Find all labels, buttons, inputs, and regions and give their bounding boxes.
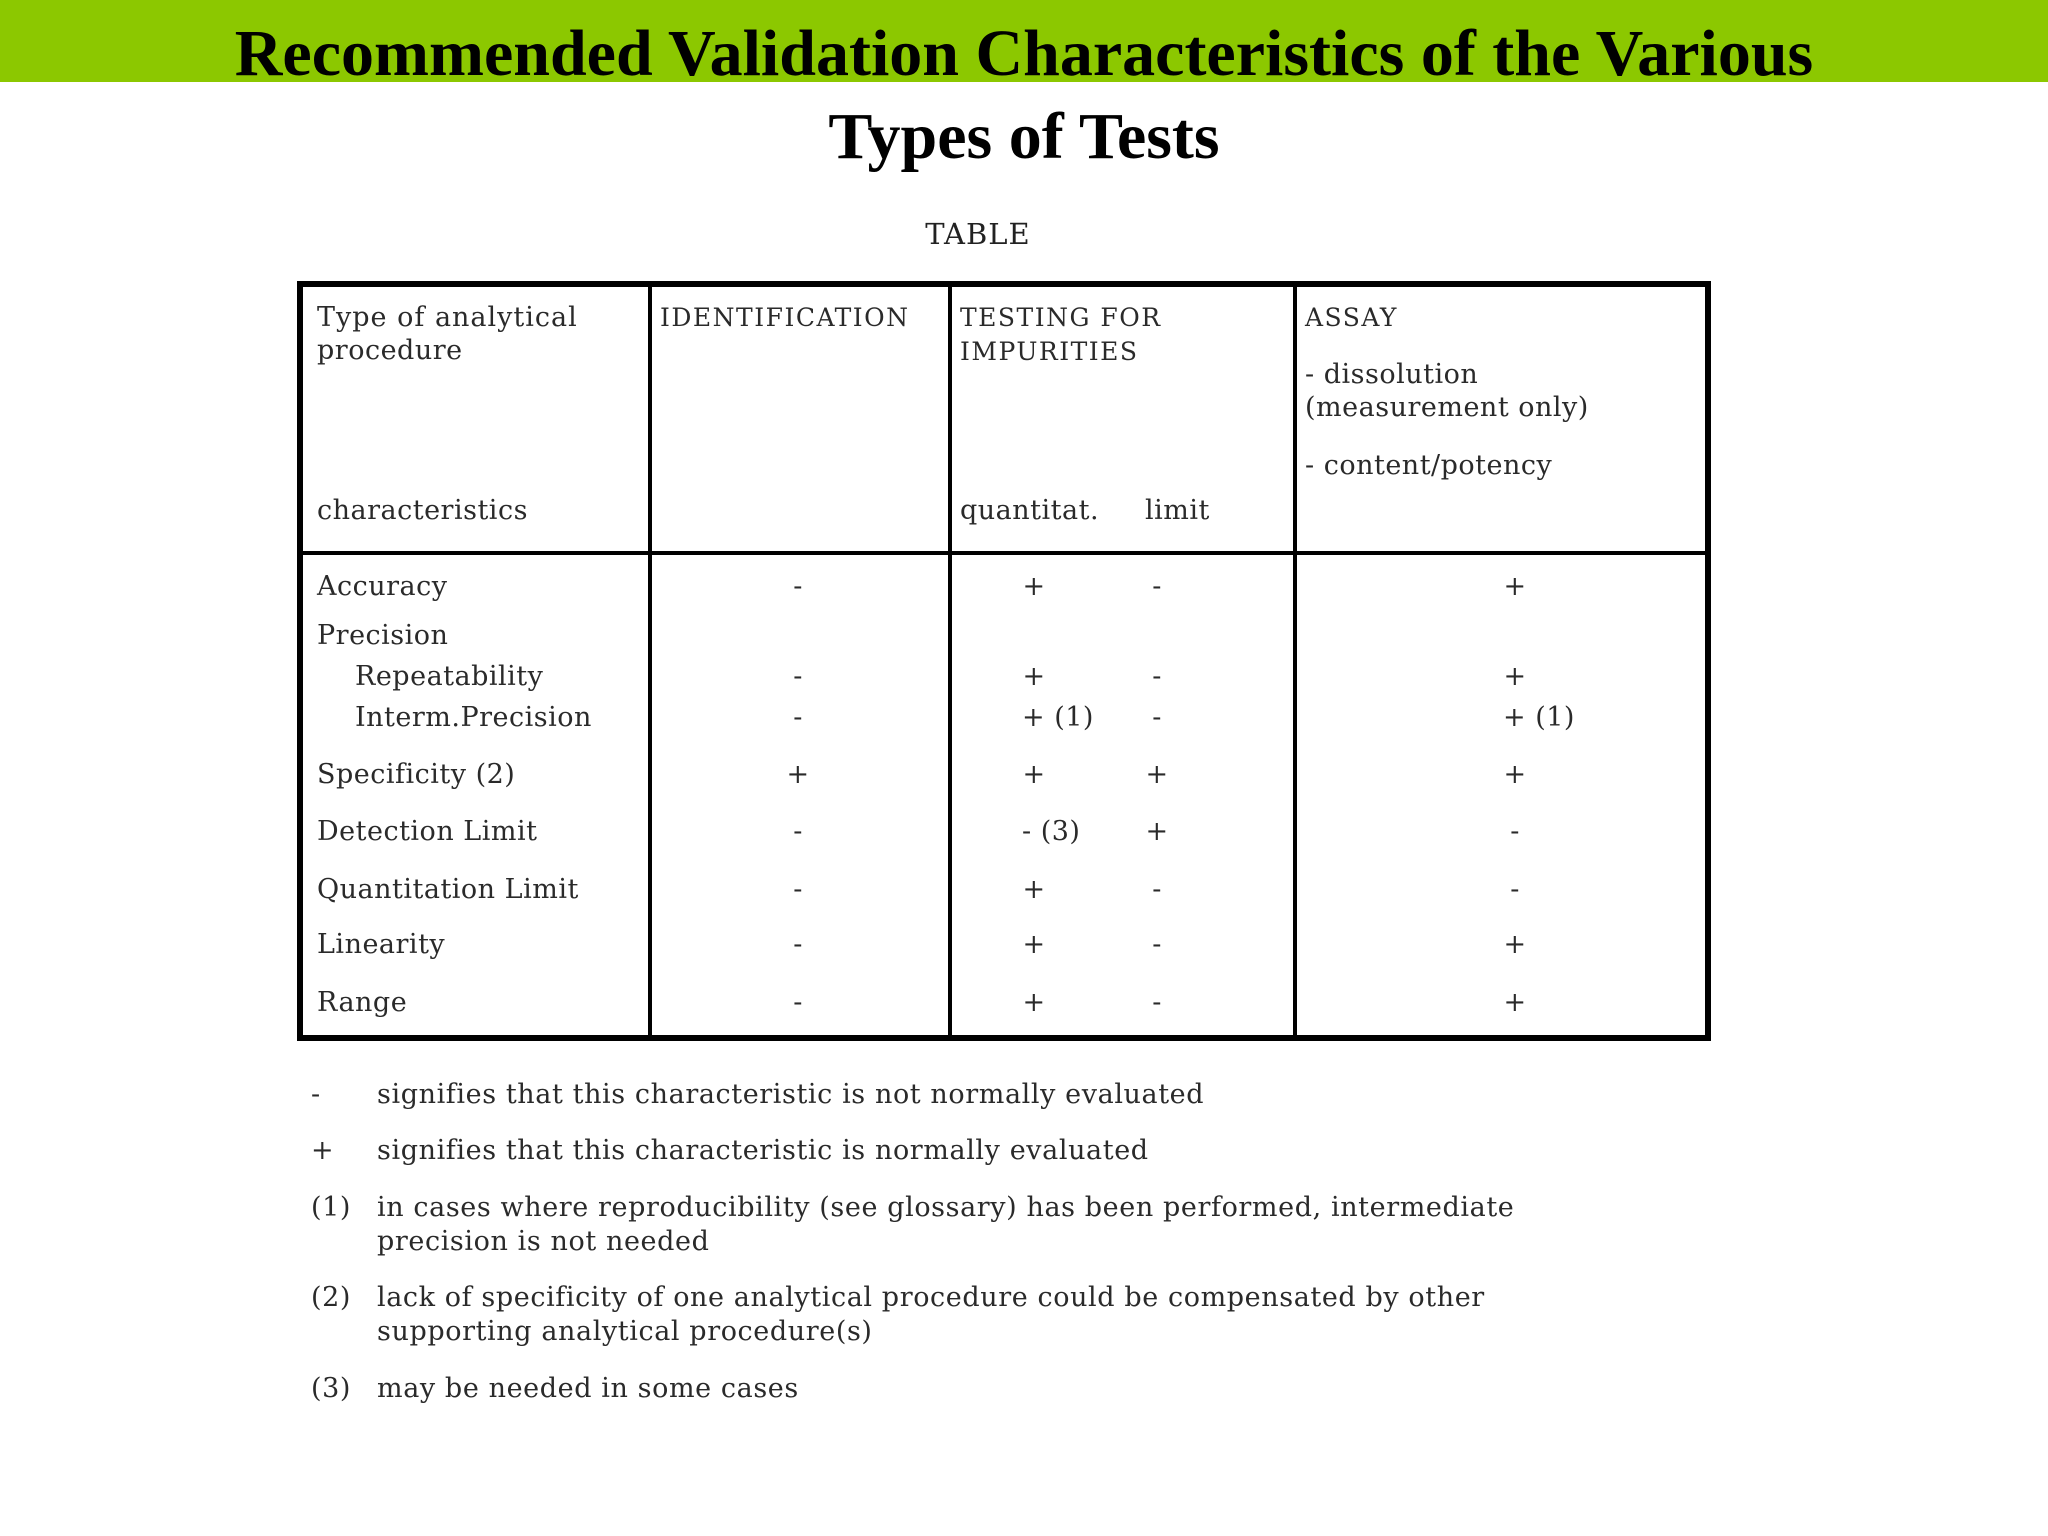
cell-assay: +	[1503, 661, 1527, 692]
cell-limit: -	[1152, 571, 1162, 602]
header-procedure-label: Type of analytical	[317, 302, 578, 333]
header-divider	[303, 551, 1705, 555]
cell-assay: +	[1503, 571, 1527, 602]
cell-quantitat: - (3)	[1022, 816, 1081, 847]
cell-limit: -	[1152, 702, 1162, 733]
row-label: Repeatability	[355, 661, 544, 692]
header-assay: ASSAY	[1305, 303, 1398, 332]
cell-limit: -	[1152, 987, 1162, 1018]
table-caption: TABLE	[925, 217, 1031, 251]
legend-text: signifies that this characteristic is normally evaluated	[377, 1135, 1149, 1166]
header-assay-measurement: (measurement only)	[1305, 392, 1589, 423]
row-label: Accuracy	[317, 571, 448, 602]
cell-assay: +	[1503, 987, 1527, 1018]
cell-identification: -	[793, 571, 803, 602]
header-assay-content: - content/potency	[1305, 450, 1553, 481]
slide-title-line-2: Types of Tests	[828, 100, 1220, 173]
cell-quantitat: +	[1022, 874, 1046, 905]
column-divider	[648, 287, 652, 1035]
legend-symbol: (2)	[311, 1282, 352, 1313]
cell-identification: +	[786, 759, 810, 790]
cell-limit: -	[1152, 661, 1162, 692]
legend-symbol: (3)	[311, 1373, 352, 1404]
column-divider	[948, 287, 952, 1035]
row-label: Detection Limit	[317, 816, 538, 847]
legend-item	[311, 1281, 2011, 1353]
header-quantitat: quantitat.	[960, 495, 1100, 526]
cell-identification: -	[793, 929, 803, 960]
cell-identification: -	[793, 987, 803, 1018]
cell-quantitat: +	[1022, 759, 1046, 790]
cell-limit: -	[1152, 874, 1162, 905]
header-assay-dissolution: - dissolution	[1305, 359, 1479, 390]
header-procedure-label-2: procedure	[317, 335, 463, 366]
header-impurities: IMPURITIES	[960, 337, 1139, 366]
cell-limit: +	[1145, 816, 1169, 847]
legend-text: lack of specificity of one analytical procedure could be compensated by other	[377, 1282, 1485, 1313]
legend-text: may be needed in some cases	[377, 1373, 799, 1404]
cell-assay: +	[1503, 759, 1527, 790]
legend-text: signifies that this characteristic is not normally evaluated	[377, 1079, 1205, 1110]
cell-limit: -	[1152, 929, 1162, 960]
cell-quantitat: +	[1022, 661, 1046, 692]
legend-text-cont: supporting analytical procedure(s)	[377, 1316, 873, 1347]
cell-identification: -	[793, 816, 803, 847]
row-label: Quantitation Limit	[317, 874, 579, 905]
cell-quantitat: +	[1022, 571, 1046, 602]
legend-item	[311, 1078, 2011, 1118]
cell-identification: -	[793, 874, 803, 905]
row-label: Linearity	[317, 929, 446, 960]
row-label: Range	[317, 987, 408, 1018]
row-label: Interm.Precision	[355, 702, 592, 733]
legend-symbol: -	[311, 1079, 321, 1110]
cell-assay: -	[1510, 874, 1520, 905]
column-divider	[1293, 287, 1297, 1035]
legend-text-cont: precision is not needed	[377, 1226, 710, 1257]
header-identification: IDENTIFICATION	[660, 303, 910, 332]
legend-item	[311, 1191, 2011, 1263]
legend-symbol: (1)	[311, 1192, 352, 1223]
legend-text: in cases where reproducibility (see glossary) has been performed, intermediate	[377, 1192, 1515, 1223]
cell-quantitat: +	[1022, 929, 1046, 960]
slide-title-line-1: Recommended Validation Characteristics of the Various	[234, 17, 1814, 90]
row-label: Specificity (2)	[317, 759, 516, 790]
cell-assay: -	[1510, 816, 1520, 847]
cell-limit: +	[1145, 759, 1169, 790]
header-testing-for: TESTING FOR	[960, 303, 1162, 332]
row-label: Precision	[317, 620, 449, 651]
cell-quantitat: +	[1022, 987, 1046, 1018]
cell-quantitat: + (1)	[1022, 702, 1094, 733]
legend-item	[311, 1134, 2011, 1174]
cell-assay: +	[1503, 929, 1527, 960]
cell-identification: -	[793, 661, 803, 692]
legend-item	[311, 1372, 2011, 1412]
legend-symbol: +	[311, 1135, 335, 1166]
validation-table	[297, 281, 1711, 1041]
header-limit: limit	[1145, 495, 1210, 526]
header-characteristics-label: characteristics	[317, 495, 528, 526]
cell-assay: + (1)	[1503, 702, 1575, 733]
cell-identification: -	[793, 702, 803, 733]
